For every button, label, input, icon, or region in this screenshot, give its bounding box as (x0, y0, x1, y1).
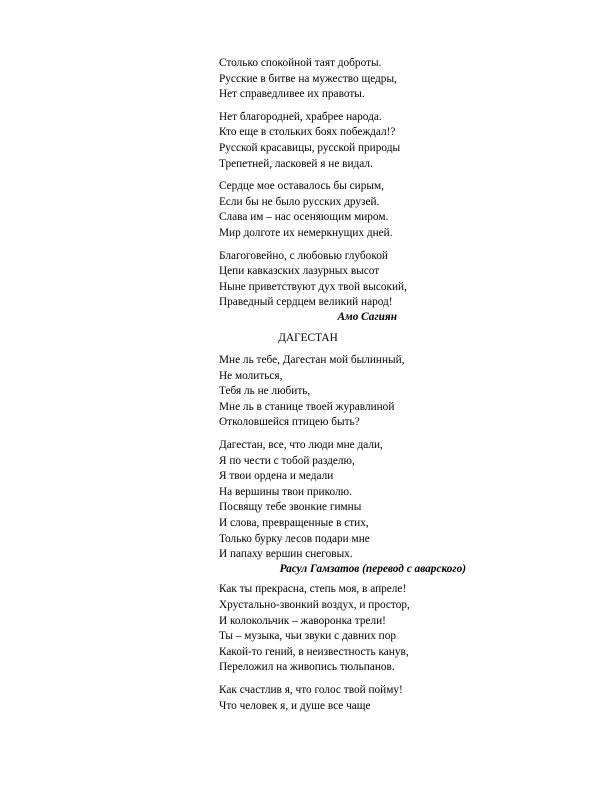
verse-line: Я твои ордена и медали (219, 470, 334, 483)
verse-line: Нет благородней, храбрее народа. (219, 110, 382, 123)
verse-line: Как ты прекрасна, степь моя, в апреле! (219, 583, 407, 596)
verse-line: Что человек я, и душе все чаще (219, 699, 371, 712)
poem2-title: ДАГЕСТАН (278, 331, 338, 344)
verse-line: Цепи кавказских лазурных высот (219, 265, 380, 278)
poem2-stanza-2 (219, 438, 459, 563)
verse-line: И папаху вершин снеговых. (219, 548, 353, 561)
poem1-stanza-3 (219, 179, 459, 241)
verse-line: Какой-то гений, в неизвестность канув, (219, 645, 409, 658)
verse-line: И слова, превращенные в стих, (219, 517, 369, 530)
verse-line: Дагестан, все, что люди мне дали, (219, 439, 383, 452)
verse-line: Ты – музыка, чьи звуки с давних пор (219, 630, 397, 643)
poem1-stanza-4 (219, 249, 459, 311)
poem3-stanza-1 (219, 582, 459, 676)
verse-line: Я по чести с тобой разделю, (219, 454, 355, 467)
verse-line: Праведный сердцем великий народ! (219, 296, 393, 309)
verse-line: Столько спокойной таят доброты. (219, 57, 382, 69)
verse-line: Посвящу тебе звонкие гимны (219, 501, 362, 514)
verse-line: Только бурку лесов подари мне (219, 532, 370, 545)
verse-line: Мне ль тебе, Дагестан мой былинный, (219, 354, 405, 367)
poem3-stanza-2 (219, 683, 459, 714)
verse-line: На вершины твои приколю. (219, 485, 352, 498)
verse-line: Мне ль в станице твоей журавлиной (219, 400, 395, 413)
verse-line: Не молиться, (219, 369, 283, 382)
verse-line: Трепетней, ласковей я не видал. (219, 157, 373, 170)
verse-line: Тебя ль не любить, (219, 385, 311, 398)
verse-line: Сердце мое оставалось бы сирым, (219, 180, 384, 193)
verse-line: Если бы не было русских друзей. (219, 195, 380, 208)
verse-line: Переложил на живопись тюльпанов. (219, 661, 395, 674)
verse-line: Русской красавицы, русской природы (219, 141, 401, 154)
poem-column (219, 56, 466, 721)
verse-line: Русские в битве на мужество щедры, (219, 72, 397, 85)
verse-line: И колокольчик – жаворонка трели! (219, 614, 386, 627)
verse-line: Мир долготе их немеркнущих дней. (219, 226, 393, 239)
verse-line: Нет справедливее их правоты. (219, 88, 365, 101)
verse-line: Как счастлив я, что голос твой пойму! (219, 683, 403, 696)
poem1-stanza-2 (219, 110, 459, 172)
verse-line: Благоговейно, с любовью глубокой (219, 249, 388, 262)
verse-line: Ныне приветствуют дух твой высокий, (219, 280, 407, 293)
verse-line: Отколовшейся птицею быть? (219, 416, 360, 429)
poem1-author: Амо Сагиян (337, 310, 397, 323)
verse-line: Кто еще в стольких боях побеждал!? (219, 126, 396, 139)
poem1-stanza-1 (219, 56, 459, 103)
verse-line: Хрустально-звонкий воздух, и простор, (219, 599, 410, 611)
poem2-stanza-1 (219, 353, 459, 431)
poem2-author: Расул Гамзатов (перевод с аварского) (279, 562, 466, 575)
verse-line: Слава им – нас осеняющим миром. (219, 211, 389, 224)
